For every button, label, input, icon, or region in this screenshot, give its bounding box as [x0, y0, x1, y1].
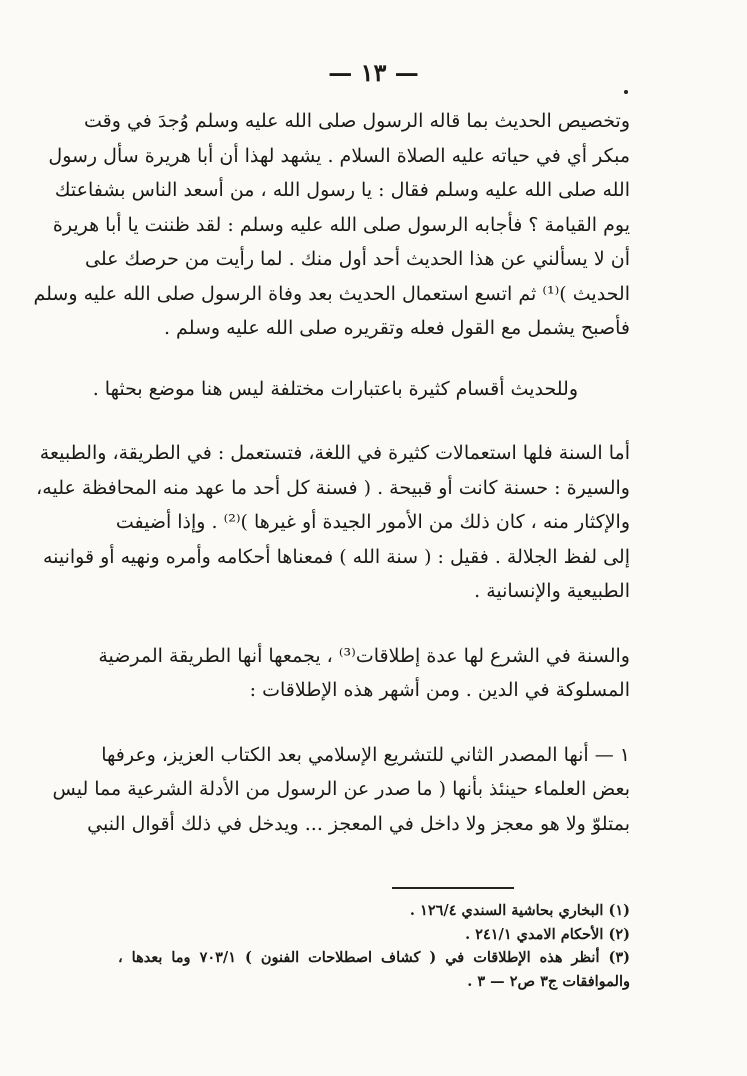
paragraph-hadith-types: [92, 372, 630, 407]
text-line: أن لا يسألني عن هذا الحديث أحد أول منك . لما رأيت من حرصك على: [85, 248, 630, 270]
ink-speck: [624, 90, 628, 94]
text-line: إلى لفظ الجلالة . فقيل : ( سنة الله ) فمعناها أحكامه وأمره ونهيه أو قوانينه: [42, 545, 630, 568]
paragraph-hadith-definition: [33, 104, 630, 346]
footnote-1: (١) البخاري بحاشية السندي ١٢٦/٤ .: [409, 902, 630, 919]
text-line: وتخصيص الحديث بما قاله الرسول صلى الله عليه وسلم وُجدَ في وقت: [83, 110, 630, 132]
text-line: المسلوكة في الدين . ومن أشهر هذه الإطلاقات :: [249, 679, 630, 701]
paragraph-sunnah-language: [36, 436, 630, 609]
text-line: الطبيعية والإنسانية .: [474, 580, 630, 602]
footnote-3-continued: والموافقات ج٣ ص٢ — ٣ .: [467, 972, 630, 990]
text-line: والسيرة : حسنة كانت أو قبيحة . ( فسنة كل أحد ما عهد منه المحافظة عليه،: [36, 476, 630, 499]
paragraph-first-meaning: [52, 738, 630, 842]
footnote-3: (٣) أنظر هذه الإطلاقات في ( كشاف اصطلاحات الفنون ) ٧٠٣/١ وما بعدها ،: [118, 949, 631, 966]
page-number: — ١٣ —: [328, 58, 419, 87]
footnote-2: (٢) الأحكام الامدي ٢٤١/١ .: [465, 925, 630, 943]
text-line: ١ — أنها المصدر الثاني للتشريع الإسلامي بعد الكتاب العزيز، وعرفها: [101, 743, 630, 766]
main-text: [33, 104, 630, 841]
text-line: أما السنة فلها استعمالات كثيرة في اللغة، فتستعمل : في الطريقة، والطبيعة: [39, 442, 630, 464]
text-line: يوم القيامة ؟ فأجابه الرسول صلى الله عليه وسلم : لقد ظننت يا أبا هريرة: [52, 213, 630, 236]
text-line: مبكر أي في حياته عليه الصلاة السلام . يشهد لهذا أن أبا هريرة سأل رسول: [48, 144, 630, 167]
footnote-separator: [392, 887, 514, 889]
text-line: الله صلى الله عليه وسلم فقال : يا رسول الله ، من أسعد الناس بشفاعتك: [54, 179, 630, 201]
footnotes: [118, 899, 630, 993]
text-line: بمتلوّ ولا هو معجز ولا داخل في المعجز ... ويدخل في ذلك أقوال النبي: [87, 812, 630, 835]
text-line: الحديث )⁽¹⁾ ثم اتسع استعمال الحديث بعد وفاة الرسول صلى الله عليه وسلم: [33, 282, 630, 305]
text-line: وللحديث أقسام كثيرة باعتبارات مختلفة ليس هنا موضع بحثها .: [92, 377, 578, 400]
text-line: والإكثار منه ، كان ذلك من الأمور الجيدة أو غيرها )⁽²⁾ . وإذا أضيفت: [115, 511, 630, 533]
text-line: فأصبح يشمل مع القول فعله وتقريره صلى الله عليه وسلم .: [163, 317, 630, 339]
text-line: بعض العلماء حينئذ بأنها ( ما صدر عن الرسول من الأدلة الشرعية مما ليس: [52, 778, 630, 800]
text-line: والسنة في الشرع لها عدة إطلاقات⁽³⁾ ، يجمعها أنها الطريقة المرضية: [98, 644, 630, 667]
paragraph-sunnah-sharia: [98, 639, 630, 708]
